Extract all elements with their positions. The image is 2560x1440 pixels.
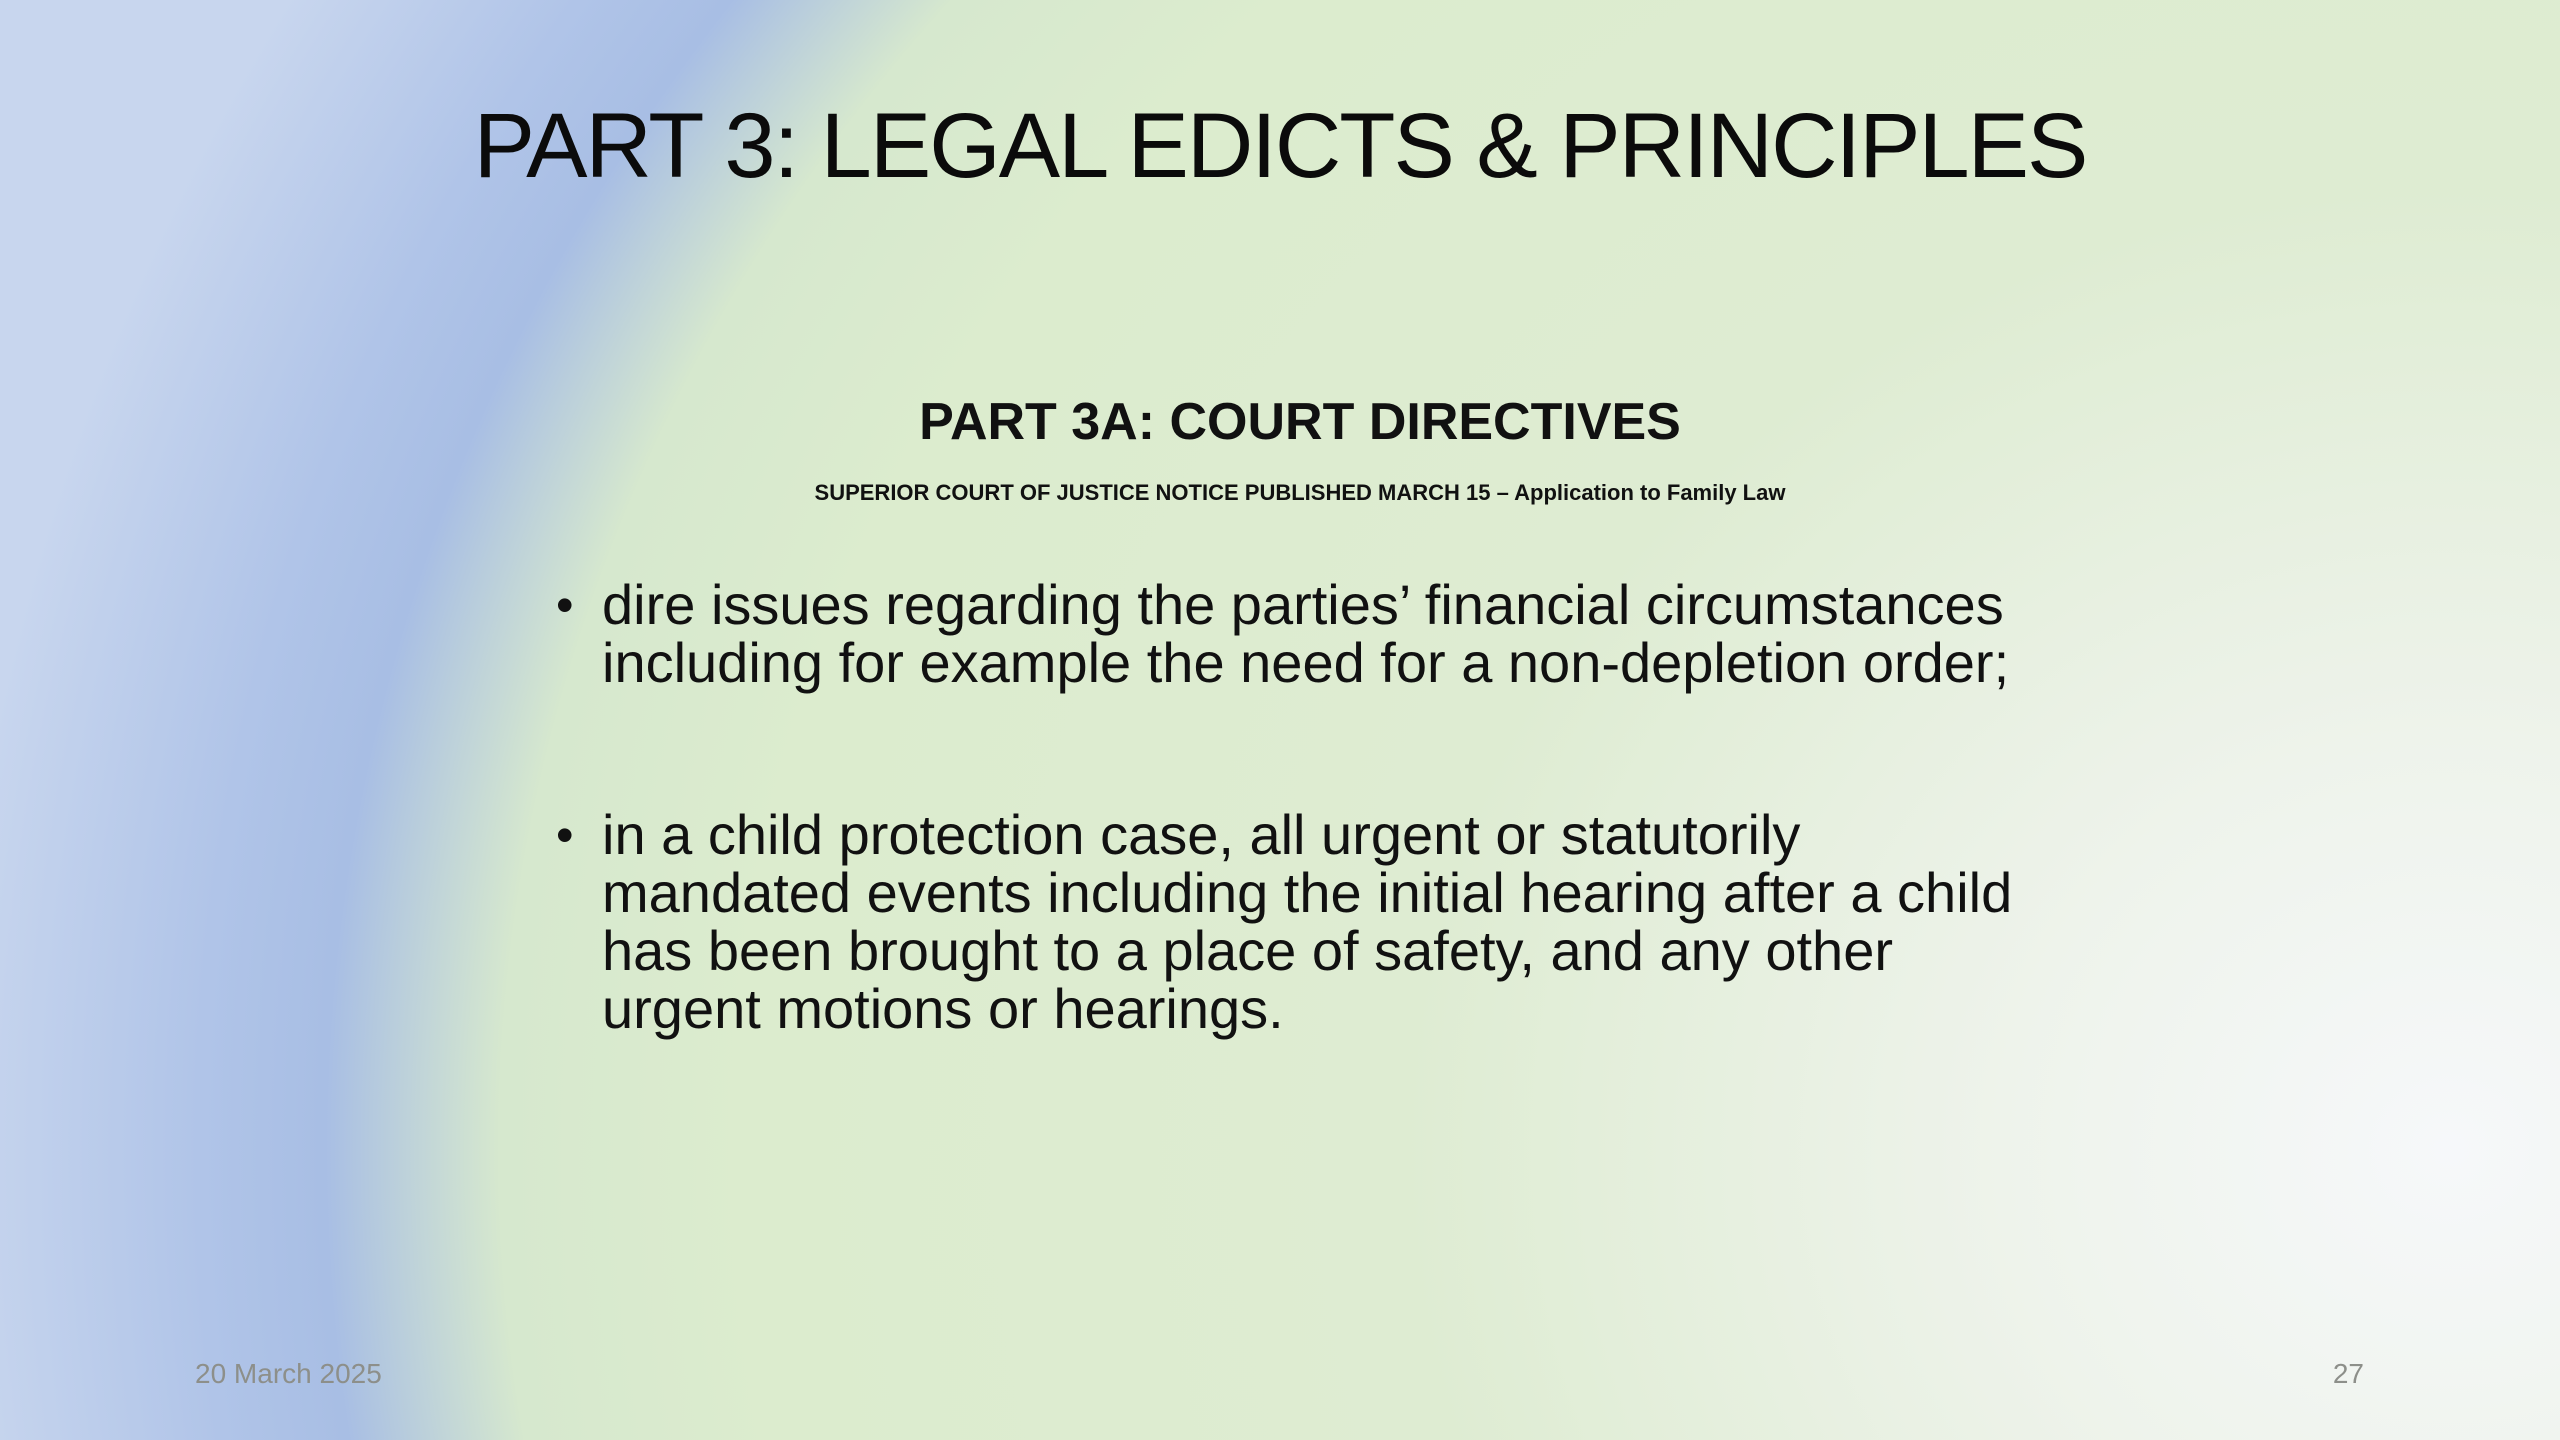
bullet-text: in a child protection case, all urgent or statutorily mandated events including the initial hearing after a child has been brought to a place of safety, and any other urgent motions or hearings.: [602, 803, 2013, 1040]
bullet-icon: •: [556, 577, 574, 633]
bullet-text: dire issues regarding the parties’ financial circumstances including for example the need for a non-depletion order;: [602, 573, 2010, 694]
bullet-list: [548, 573, 2048, 1040]
slide-title: PART 3: LEGAL EDICTS & PRINCIPLES: [473, 95, 2087, 197]
footer-date: 20 March 2025: [195, 1358, 382, 1389]
notice-caption: SUPERIOR COURT OF JUSTICE NOTICE PUBLISHED MARCH 15 – Application to Family Law: [814, 480, 1786, 505]
bullet-item: [548, 803, 2048, 1040]
slide-subtitle: PART 3A: COURT DIRECTIVES: [919, 393, 1681, 451]
bullet-icon: •: [556, 807, 574, 863]
page-number: 27: [2332, 1358, 2364, 1389]
bullet-item: [548, 573, 2048, 694]
